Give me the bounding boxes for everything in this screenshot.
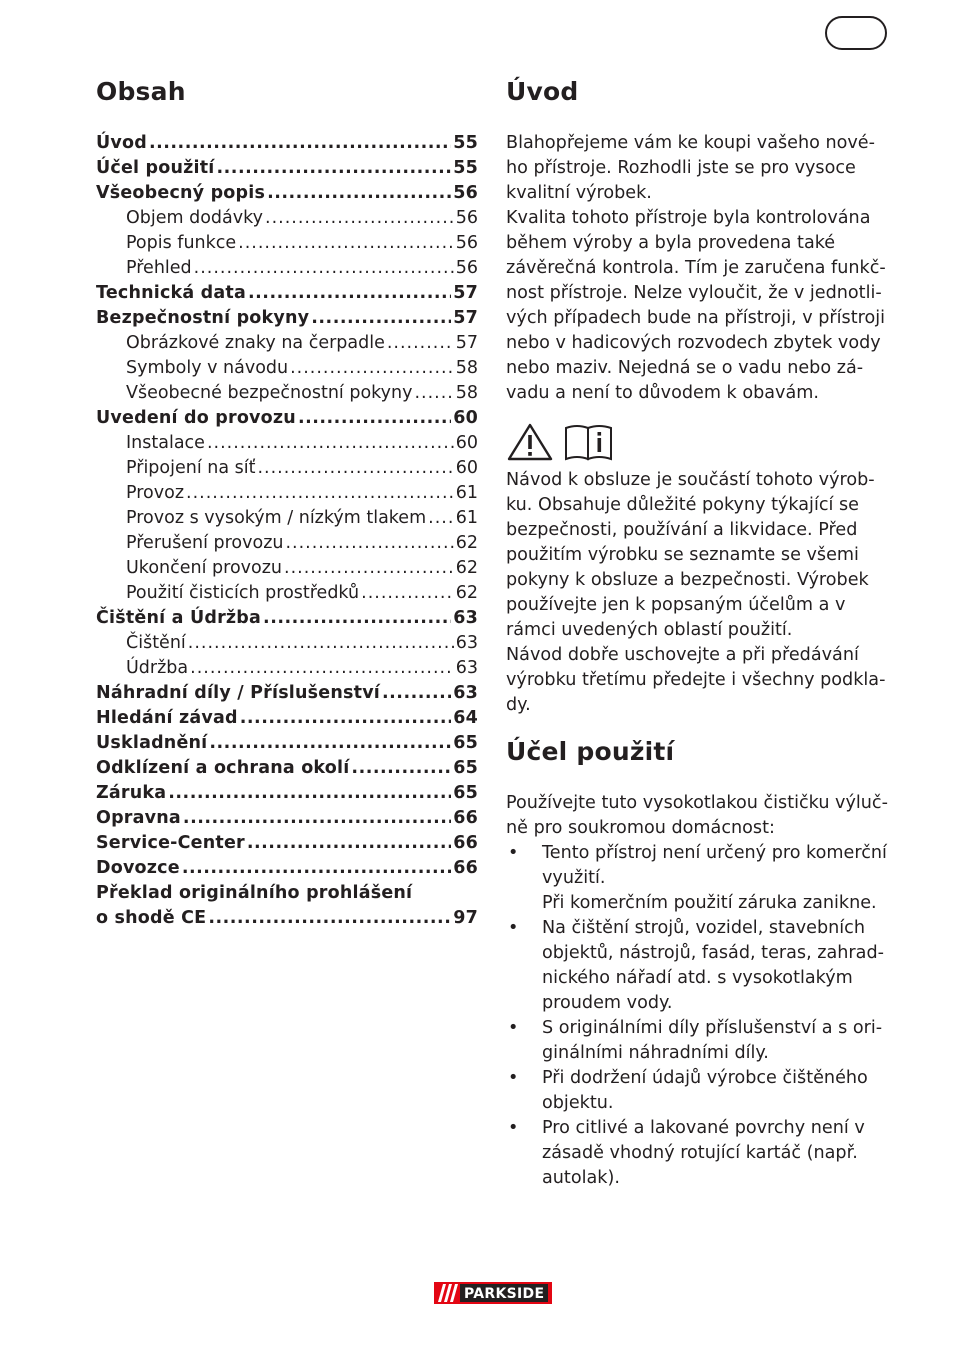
text-line: nost přístroje. Nelze vyloučit, že v jednotli- [506, 283, 882, 303]
toc-entry-page: 66 [453, 858, 478, 878]
toc-entry-title: Technická data [96, 283, 246, 303]
toc-leader-dots [290, 356, 454, 381]
text-line: Na čištění strojů, vozidel, stavebních [542, 918, 865, 938]
logo-text: PARKSIDE [464, 1286, 545, 1302]
toc-entry-title: Přerušení provozu [126, 533, 284, 553]
content-column [506, 72, 896, 1191]
toc-leader-dots [190, 656, 454, 681]
text-line: závěrečná kontrola. Tím je zaručena funkč- [506, 258, 886, 278]
toc-entry [96, 781, 478, 806]
text-line: objektů, nástrojů, fasád, teras, zahrad- [542, 943, 884, 963]
text-line: nického nářadí atd. s vysokotlakým [542, 968, 853, 988]
toc-leader-dots [149, 131, 451, 156]
text-line: proudem vody. [542, 993, 673, 1013]
text-line: Při dodržení údajů výrobce čištěného [542, 1068, 868, 1088]
toc-entry-page: 55 [453, 158, 478, 178]
toc-entry-page: 58 [455, 358, 478, 378]
toc-entry [96, 506, 478, 531]
toc-entry-page: 63 [453, 683, 478, 703]
toc-leader-dots [207, 431, 454, 456]
purpose-lead [506, 791, 896, 841]
toc-entry-title: Úvod [96, 133, 147, 153]
toc-entry [96, 631, 478, 656]
toc-entry-title: Instalace [126, 433, 205, 453]
toc-entry-page: 61 [455, 483, 478, 503]
toc-entry [96, 356, 478, 381]
text-line: Návod k obsluze je součástí tohoto výrob- [506, 470, 875, 490]
toc-entry-page: 57 [453, 283, 478, 303]
toc-leader-dots [186, 481, 454, 506]
warning-triangle-icon [506, 422, 554, 462]
toc-entry-title: Všeobecný popis [96, 183, 266, 203]
text-line: Používejte tuto vysokotlakou čističku výluč- [506, 793, 888, 813]
toc-entry [96, 456, 478, 481]
text-line: ho přístroje. Rozhodli jste se pro vysoce [506, 158, 856, 178]
toc-column [96, 72, 478, 931]
toc-entry [96, 131, 478, 156]
toc-entry [96, 281, 478, 306]
toc-entry-title: Čištění [126, 633, 186, 653]
toc-leader-dots [182, 856, 451, 881]
text-line: vých případech bude na přístroji, v přístroji [506, 308, 885, 328]
text-line: vadu a není to důvodem k obavám. [506, 383, 819, 403]
text-line: nebo maziv. Nejedná se o vadu nebo zá- [506, 358, 864, 378]
toc-leader-dots [240, 706, 451, 731]
text-line: zásadě vhodný rotující kartáč (např. [542, 1143, 858, 1163]
toc-entry-title: Použití čisticích prostředků [126, 583, 360, 603]
toc-entry [96, 531, 478, 556]
toc-entry-declaration-line1 [96, 881, 478, 906]
toc-entry [96, 231, 478, 256]
bullet-marker: • [508, 1118, 519, 1138]
toc-entry [96, 806, 478, 831]
text-line: použitím výrobku se seznamte se všemi [506, 545, 859, 565]
toc-entry-page: 60 [455, 433, 478, 453]
toc-entry-page: 66 [453, 808, 478, 828]
toc-entry [96, 406, 478, 431]
toc-entry-title: Provoz s vysokým / nízkým tlakem [126, 508, 427, 528]
text-line: Návod dobře uschovejte a při předávání [506, 645, 859, 665]
toc-leader-dots [267, 181, 451, 206]
toc-entry-title: Připojení na síť [126, 458, 256, 478]
toc-entry [96, 331, 478, 356]
toc-entry-page: 63 [455, 658, 478, 678]
text-line: S originálními díly příslušenství a s ori- [542, 1018, 883, 1038]
toc-entry [96, 756, 478, 781]
bullet-item [506, 1066, 896, 1116]
toc-leader-dots [428, 506, 454, 531]
toc-entry-page: 56 [455, 258, 478, 278]
toc-entry-title: Opravna [96, 808, 181, 828]
toc-entry-page: 60 [455, 458, 478, 478]
intro-heading: Úvod [506, 77, 579, 106]
toc-leader-dots [311, 306, 451, 331]
toc-leader-dots [208, 906, 451, 931]
toc-entry-title: Překlad originálního prohlášení [96, 883, 413, 903]
toc-entry-title: Odklízení a ochrana okolí [96, 758, 350, 778]
toc-entry-page: 55 [453, 133, 478, 153]
toc-entry-title: Náhradní díly / Příslušenství [96, 683, 380, 703]
toc-entry-page: 58 [455, 383, 478, 403]
toc-entry [96, 431, 478, 456]
toc-leader-dots [247, 831, 451, 856]
intro-paragraph-2 [506, 468, 896, 718]
text-line: používejte jen k popsaným účelům a v [506, 595, 846, 615]
toc-entry-title: Symboly v návodu [126, 358, 289, 378]
text-line: ginálními náhradními díly. [542, 1043, 769, 1063]
bullet-item [506, 916, 896, 1016]
toc-leader-dots [285, 531, 453, 556]
toc-entry-title: Dovozce [96, 858, 180, 878]
bullet-marker: • [508, 1018, 519, 1038]
toc-leader-dots [238, 231, 454, 256]
toc-entry-title: Účel použití [96, 158, 215, 178]
toc-entry [96, 381, 478, 406]
toc-entry-page: 66 [453, 833, 478, 853]
toc-entry-page: 56 [455, 208, 478, 228]
toc-entry-page: 56 [455, 233, 478, 253]
toc-leader-dots [257, 456, 453, 481]
text-line: autolak). [542, 1168, 620, 1188]
toc-heading: Obsah [96, 77, 186, 106]
toc-leader-dots [265, 206, 454, 231]
text-line: během výroby a byla provedena také [506, 233, 836, 253]
toc-leader-dots [351, 756, 451, 781]
toc-entry-page: 56 [453, 183, 478, 203]
toc-entry-title: Všeobecné bezpečnostní pokyny [126, 383, 413, 403]
toc-leader-dots [361, 581, 454, 606]
toc-entry-title: Service-Center [96, 833, 245, 853]
toc-entry [96, 731, 478, 756]
toc-leader-dots [248, 281, 451, 306]
toc-leader-dots [209, 731, 451, 756]
toc-entry-page: 57 [455, 333, 478, 353]
toc-leader-dots [284, 556, 454, 581]
text-line: ně pro soukromou domácnost: [506, 818, 775, 838]
bullet-marker: • [508, 843, 519, 863]
toc-entry [96, 856, 478, 881]
text-line: kvalitní výrobek. [506, 183, 652, 203]
toc-entry [96, 656, 478, 681]
purpose-heading: Účel použití [506, 737, 675, 766]
text-line: bezpečnosti, používání a likvidace. Před [506, 520, 858, 540]
bullet-marker: • [508, 918, 519, 938]
toc-leader-dots [194, 256, 454, 281]
toc-entry [96, 306, 478, 331]
toc-entry [96, 206, 478, 231]
toc-leader-dots [298, 406, 451, 431]
toc-leader-dots [168, 781, 451, 806]
toc-entry [96, 706, 478, 731]
text-line: Při komerčním použití záruka zanikne. [542, 893, 877, 913]
text-line: Kvalita tohoto přístroje byla kontrolována [506, 208, 871, 228]
toc-entry-declaration-line2 [96, 906, 478, 931]
toc-leader-dots [183, 806, 451, 831]
toc-entry-title: Ukončení provozu [126, 558, 282, 578]
toc-entry-page: 64 [453, 708, 478, 728]
toc-entry-title: Záruka [96, 783, 167, 803]
toc-entry-title: Obrázkové znaky na čerpadle [126, 333, 385, 353]
toc-entry-page: 60 [453, 408, 478, 428]
toc-entry-title: Objem dodávky [126, 208, 263, 228]
toc-entry-page: 97 [453, 908, 478, 928]
text-line: Blahopřejeme vám ke koupi vašeho nové- [506, 133, 875, 153]
toc-entry-page: 62 [455, 533, 478, 553]
bullet-item [506, 1116, 896, 1191]
toc-entry-page: 65 [453, 733, 478, 753]
toc-list [96, 131, 478, 931]
language-badge [825, 16, 887, 50]
toc-entry-title: Hledání závad [96, 708, 238, 728]
toc-entry [96, 181, 478, 206]
toc-entry-title: o shodě CE [96, 908, 207, 928]
text-line: objektu. [542, 1093, 614, 1113]
text-line: rámci uvedených oblastí použití. [506, 620, 793, 640]
manual-info-icon [563, 422, 615, 462]
toc-entry-title: Popis funkce [126, 233, 237, 253]
text-line: pokyny k obsluze a bezpečnosti. Výrobek [506, 570, 869, 590]
toc-entry-page: 61 [455, 508, 478, 528]
bullet-item [506, 1016, 896, 1066]
text-line: využití. [542, 868, 606, 888]
logo-stripes-icon [434, 1282, 460, 1304]
toc-leader-dots [382, 681, 451, 706]
toc-entry-page: 63 [455, 633, 478, 653]
toc-entry-title: Přehled [126, 258, 192, 278]
toc-entry [96, 481, 478, 506]
toc-entry-title: Uskladnění [96, 733, 208, 753]
toc-entry [96, 831, 478, 856]
toc-entry [96, 156, 478, 181]
text-line: výrobku třetímu předejte i všechny podkla- [506, 670, 886, 690]
toc-entry-title: Provoz [126, 483, 185, 503]
toc-entry [96, 581, 478, 606]
toc-entry [96, 556, 478, 581]
purpose-bullet-list [506, 841, 896, 1191]
toc-entry-page: 65 [453, 783, 478, 803]
toc-leader-dots [263, 606, 451, 631]
toc-entry-page: 63 [453, 608, 478, 628]
toc-entry-title: Uvedení do provozu [96, 408, 296, 428]
toc-entry [96, 606, 478, 631]
toc-entry-page: 65 [453, 758, 478, 778]
bullet-marker: • [508, 1068, 519, 1088]
parkside-logo [434, 1282, 552, 1304]
text-line: ku. Obsahuje důležité pokyny týkající se [506, 495, 859, 515]
toc-entry [96, 256, 478, 281]
toc-entry [96, 681, 478, 706]
bullet-item [506, 841, 896, 916]
toc-entry-page: 62 [455, 583, 478, 603]
toc-leader-dots [217, 156, 452, 181]
text-line: Pro citlivé a lakované povrchy není v [542, 1118, 865, 1138]
text-line: dy. [506, 695, 531, 715]
toc-leader-dots [387, 331, 454, 356]
toc-leader-dots [188, 631, 454, 656]
toc-entry-page: 62 [455, 558, 478, 578]
toc-entry-title: Údržba [126, 658, 189, 678]
toc-entry-page: 57 [453, 308, 478, 328]
text-line: nebo v hadicových rozvodech zbytek vody [506, 333, 881, 353]
text-line: Tento přístroj není určený pro komerční [542, 843, 887, 863]
toc-entry-title: Čištění a Údržba [96, 608, 262, 628]
toc-leader-dots [414, 381, 453, 406]
toc-entry-title: Bezpečnostní pokyny [96, 308, 310, 328]
intro-paragraph-1 [506, 131, 896, 406]
safety-icons [506, 422, 896, 462]
